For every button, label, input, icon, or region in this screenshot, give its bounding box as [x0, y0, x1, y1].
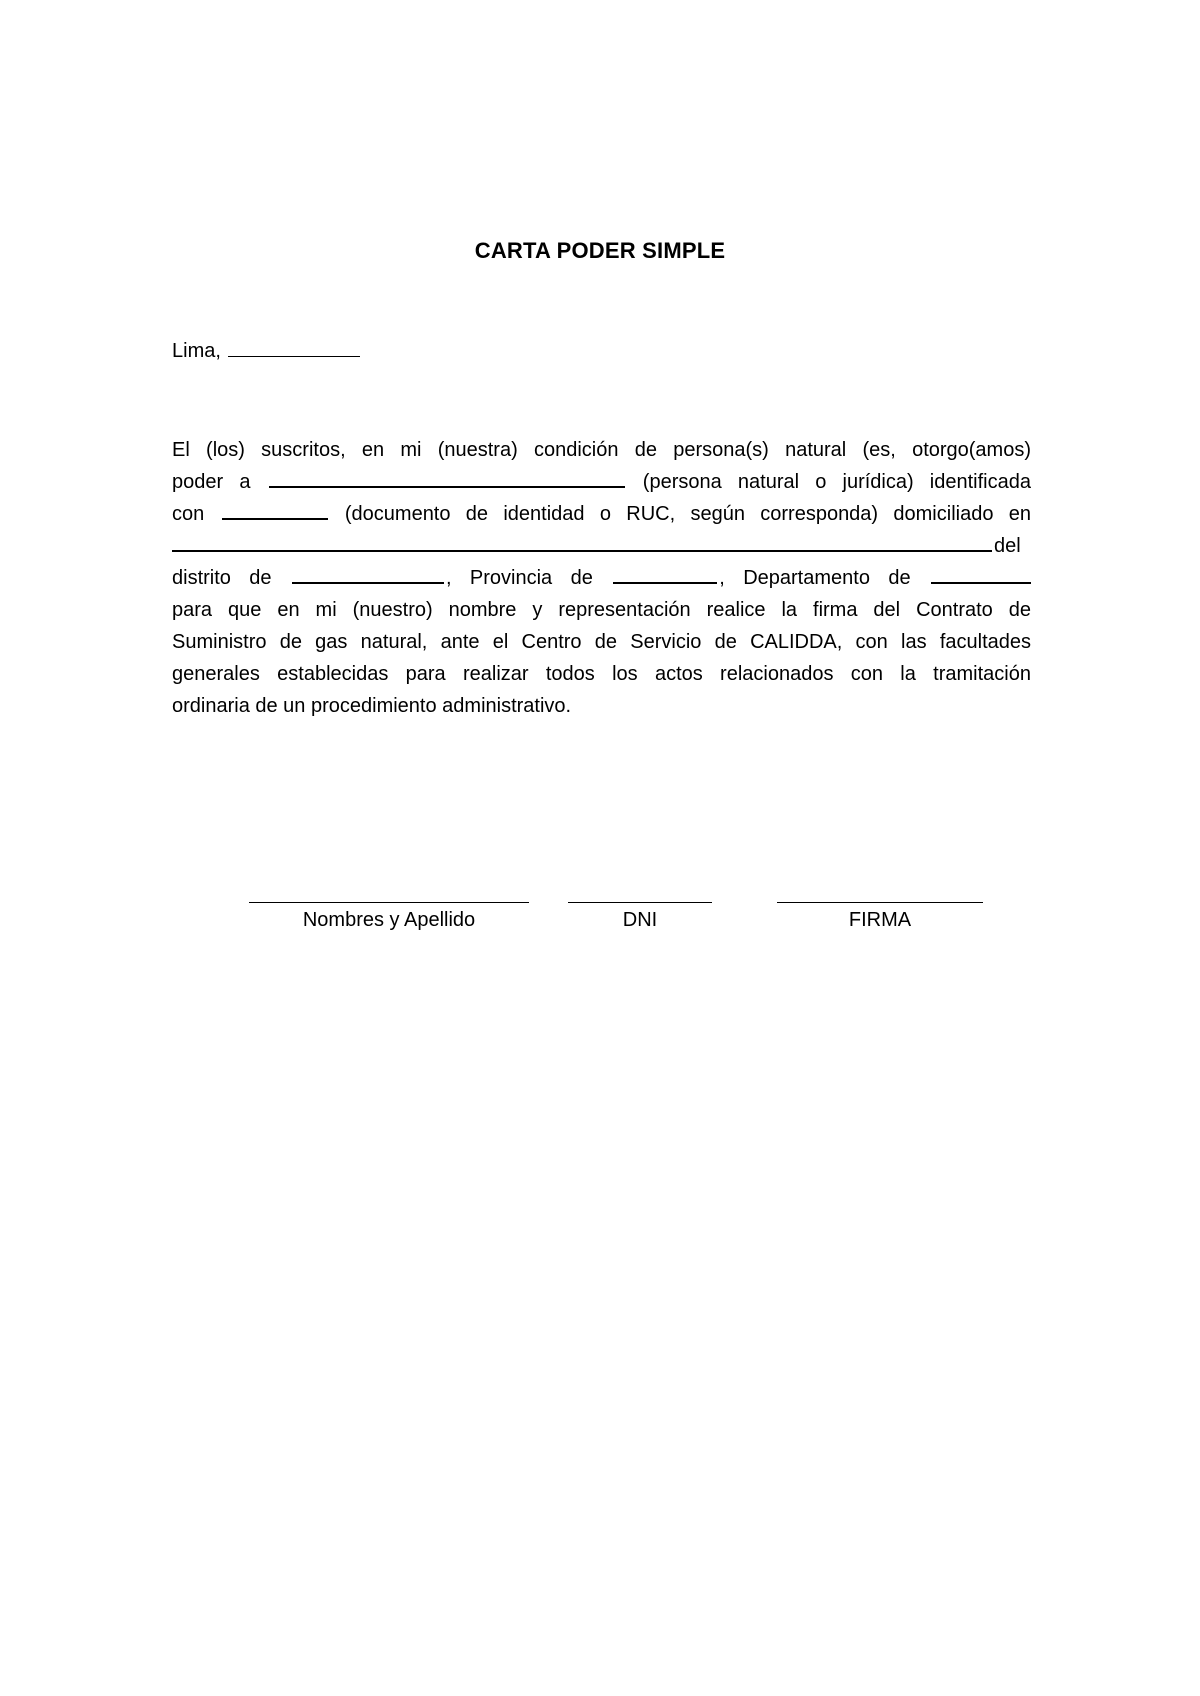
body-line-2-suffix: (persona natural o jurídica) identificada — [642, 471, 1031, 493]
document-title: CARTA PODER SIMPLE — [474, 238, 726, 263]
address-blank — [172, 532, 992, 552]
id-document-blank — [222, 500, 328, 520]
body-line-5 — [172, 562, 1031, 594]
firma-label: FIRMA — [848, 909, 912, 931]
place-label: Lima, — [172, 340, 221, 362]
dni-signature-line — [568, 882, 712, 903]
signature-names-column — [249, 882, 529, 932]
place-date-line — [172, 338, 362, 363]
body-line-3-suffix: (documento de identidad o RUC, según corresponda) domiciliado en — [344, 503, 1031, 525]
province-label: , Provincia de — [445, 567, 593, 589]
signature-section — [0, 882, 1200, 942]
dni-label: DNI — [622, 909, 658, 931]
province-blank — [613, 564, 717, 584]
body-line-2 — [172, 466, 1031, 498]
body-paragraph — [172, 434, 1031, 722]
signature-firma-column — [777, 882, 983, 932]
firma-signature-line — [777, 882, 983, 903]
body-line-9: ordinaria de un procedimiento administrativo. — [172, 695, 572, 717]
district-blank — [292, 564, 444, 584]
district-label: distrito de — [172, 567, 272, 589]
body-line-7: Suministro de gas natural, ante el Centro de Servicio de CALIDDA, con las facultades — [172, 631, 1031, 653]
body-line-4 — [172, 530, 1031, 562]
body-line-3-prefix: con — [172, 503, 205, 525]
department-blank — [931, 564, 1031, 584]
department-label: , Departamento de — [719, 567, 911, 589]
date-blank — [228, 338, 360, 357]
body-line-2-prefix: poder a — [172, 471, 251, 493]
body-line-3 — [172, 498, 1031, 530]
names-signature-line — [249, 882, 529, 903]
names-label: Nombres y Apellido — [302, 909, 476, 931]
representative-name-blank — [269, 468, 625, 488]
body-line-4-suffix: del — [994, 535, 1021, 557]
body-line-6: para que en mi (nuestro) nombre y representación realice la firma del Contrato de — [172, 599, 1031, 621]
body-line-8: generales establecidas para realizar todos los actos relacionados con la tramitación — [172, 663, 1031, 685]
signature-dni-column — [568, 882, 712, 932]
body-line-1: El (los) suscritos, en mi (nuestra) condición de persona(s) natural (es, otorgo(amos) — [172, 439, 1031, 461]
